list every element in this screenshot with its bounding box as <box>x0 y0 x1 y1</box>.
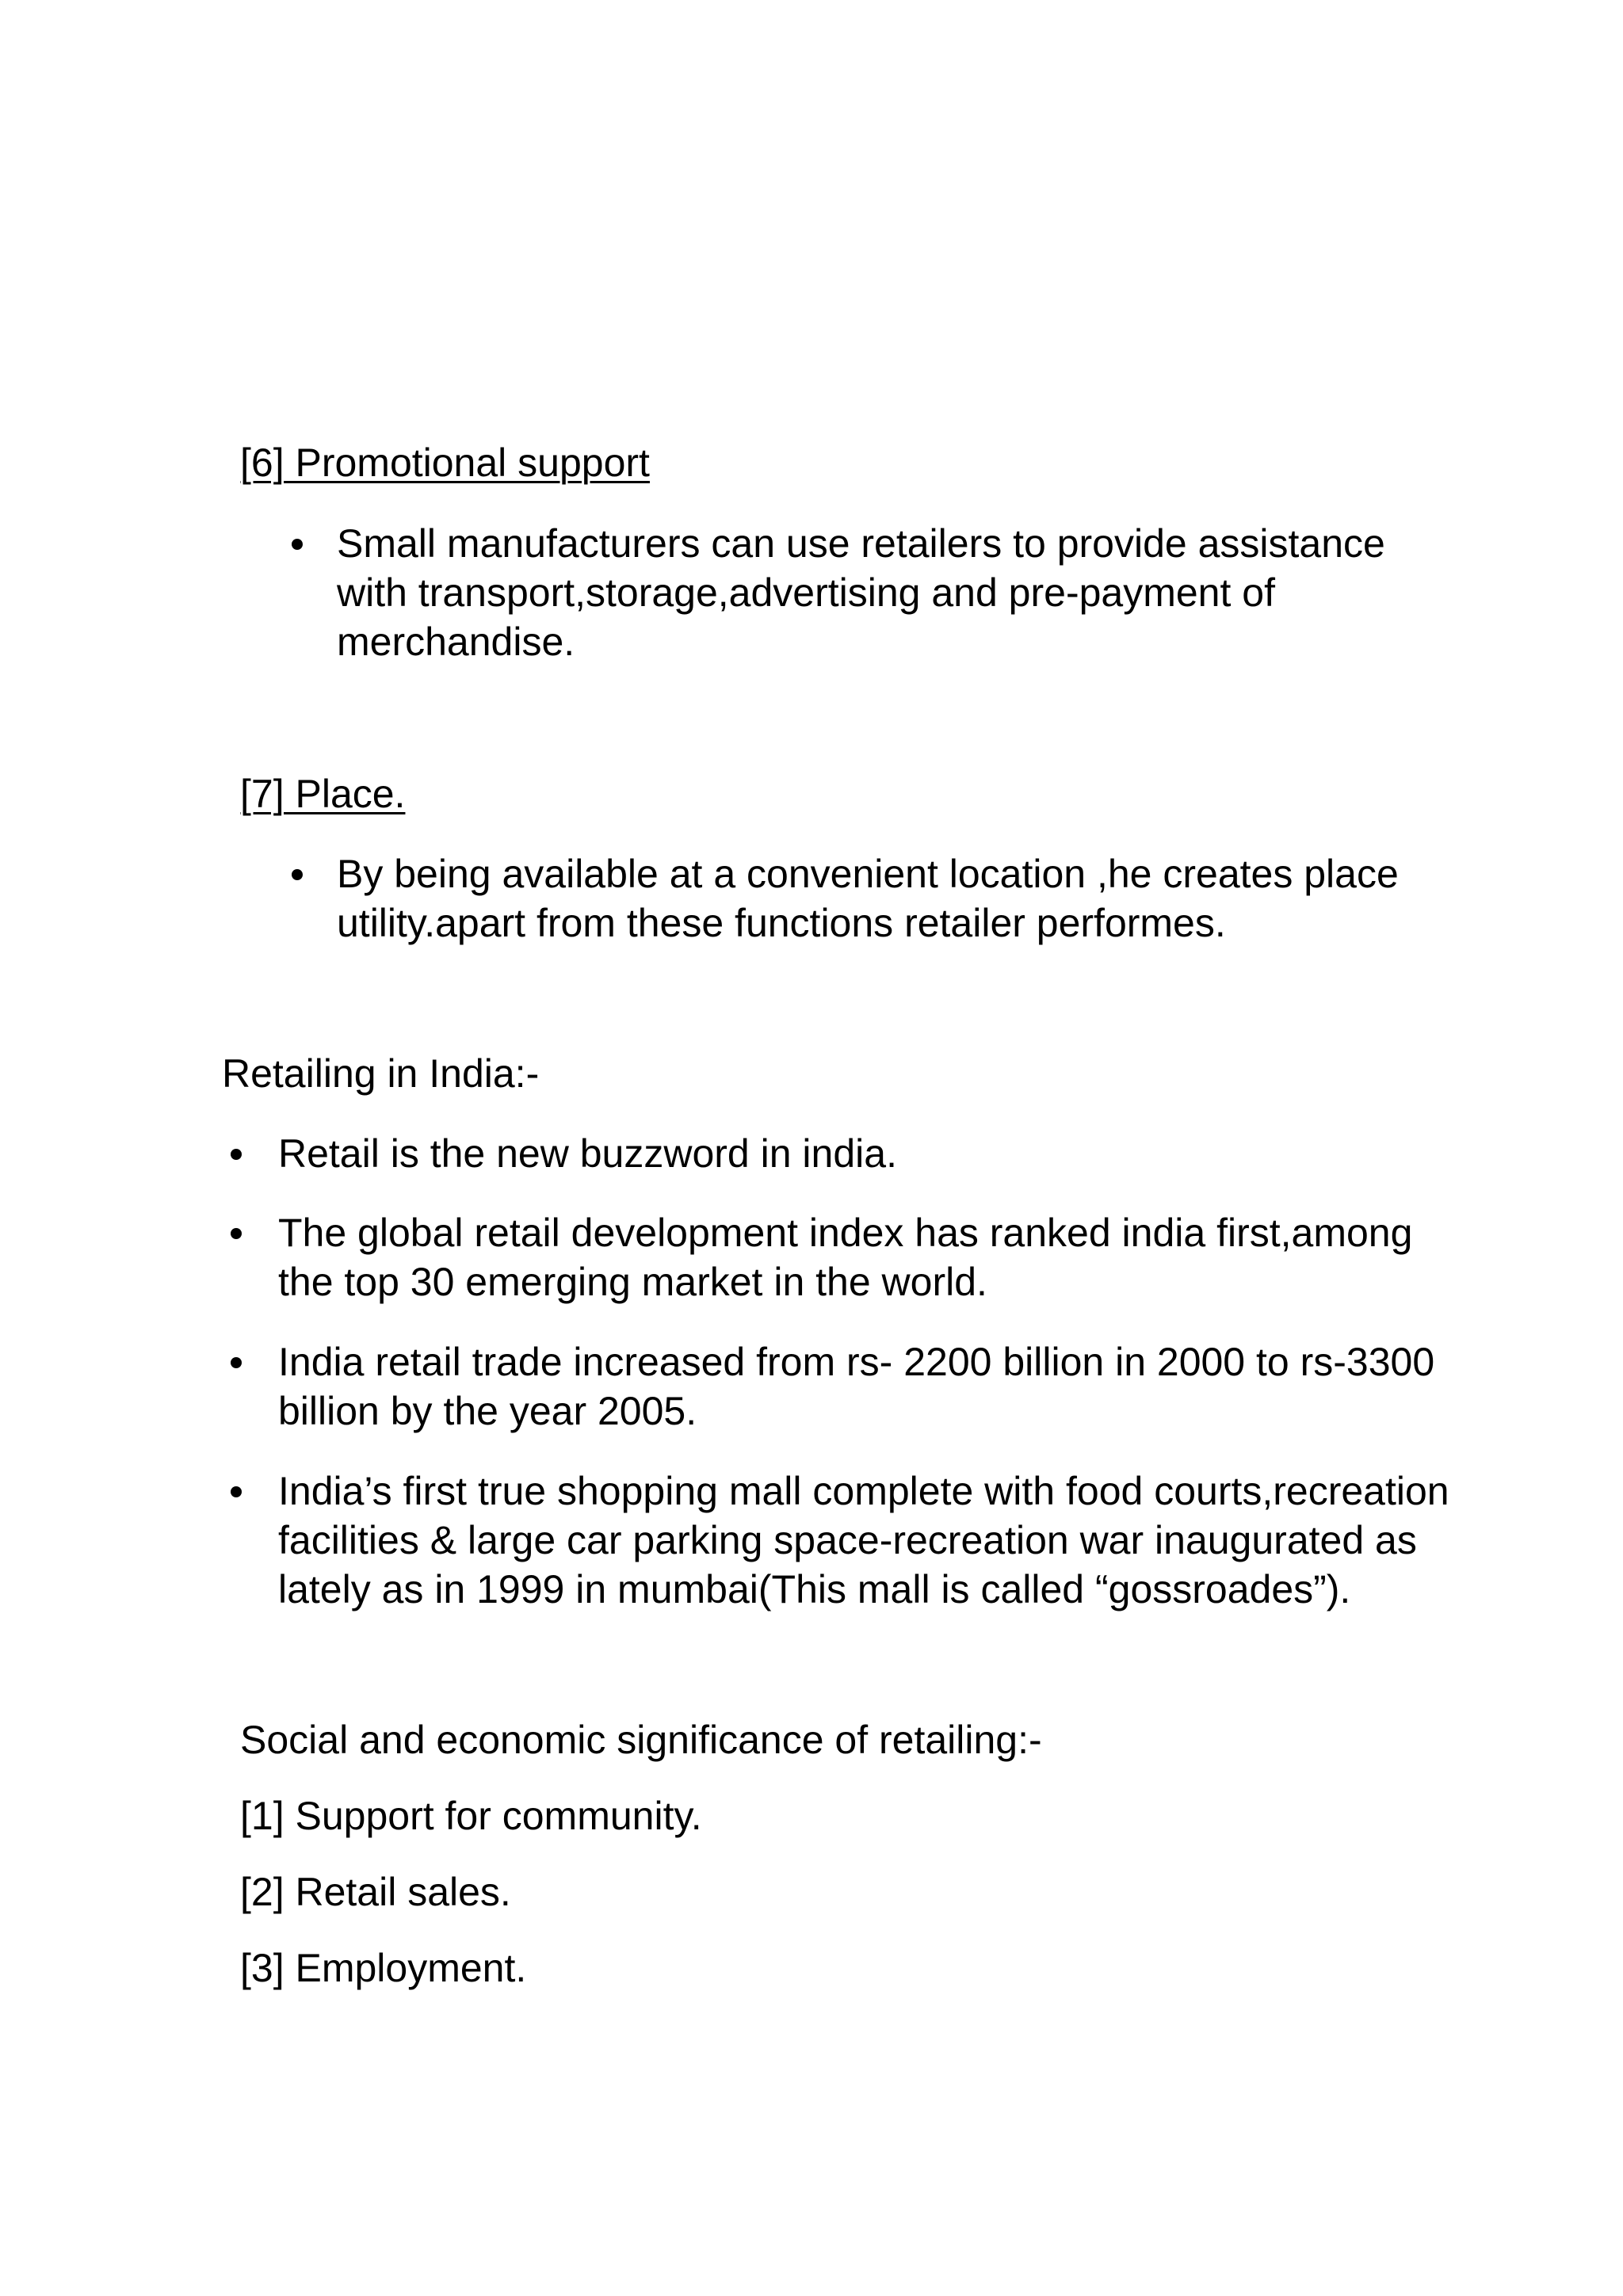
india-bullet-2-line-1: The global retail development index has ranked india first,among <box>278 1211 1413 1255</box>
india-bullet-3-line-1: India retail trade increased from rs- 2200 billion in 2000 to rs-3300 <box>278 1340 1435 1384</box>
bullet-icon <box>292 539 303 550</box>
bullet-icon <box>231 1228 242 1239</box>
significance-item-1: [1] Support for community. <box>240 1794 702 1838</box>
promotional-bullet-line-2: with transport,storage,advertising and pre-payment of <box>337 570 1275 615</box>
india-bullet-4-line-3: lately as in 1999 in mumbai(This mall is called “gossroades”). <box>278 1567 1351 1611</box>
significance-item-3: [3] Employment. <box>240 1946 527 1990</box>
india-bullet-1-line-1: Retail is the new buzzword in india. <box>278 1131 897 1176</box>
india-bullet-4-line-2: facilities & large car parking space-recreation war inaugurated as <box>278 1518 1417 1562</box>
bullet-icon <box>292 869 303 880</box>
india-bullet-3-line-2: billion by the year 2005. <box>278 1389 697 1433</box>
place-bullet-line-2: utility.apart from these functions retailer performes. <box>337 901 1226 945</box>
india-bullet-4-line-1: India’s first true shopping mall complete with food courts,recreation <box>278 1469 1449 1513</box>
india-bullet-2-line-2: the top 30 emerging market in the world. <box>278 1260 987 1304</box>
bullet-icon <box>231 1486 242 1497</box>
bullet-icon <box>231 1149 242 1160</box>
heading-retailing-in-india: Retailing in India:- <box>222 1051 540 1096</box>
heading-place: [7] Place. <box>240 772 406 816</box>
significance-item-2: [2] Retail sales. <box>240 1870 511 1914</box>
place-bullet-line-1: By being available at a convenient location ,he creates place <box>337 852 1399 896</box>
promotional-bullet-line-3: merchandise. <box>337 620 575 664</box>
heading-promotional-support: [6] Promotional support <box>240 441 650 485</box>
bullet-icon <box>231 1357 242 1368</box>
heading-social-economic-significance: Social and economic significance of retailing:- <box>240 1718 1042 1762</box>
promotional-bullet-line-1: Small manufacturers can use retailers to provide assistance <box>337 521 1385 566</box>
